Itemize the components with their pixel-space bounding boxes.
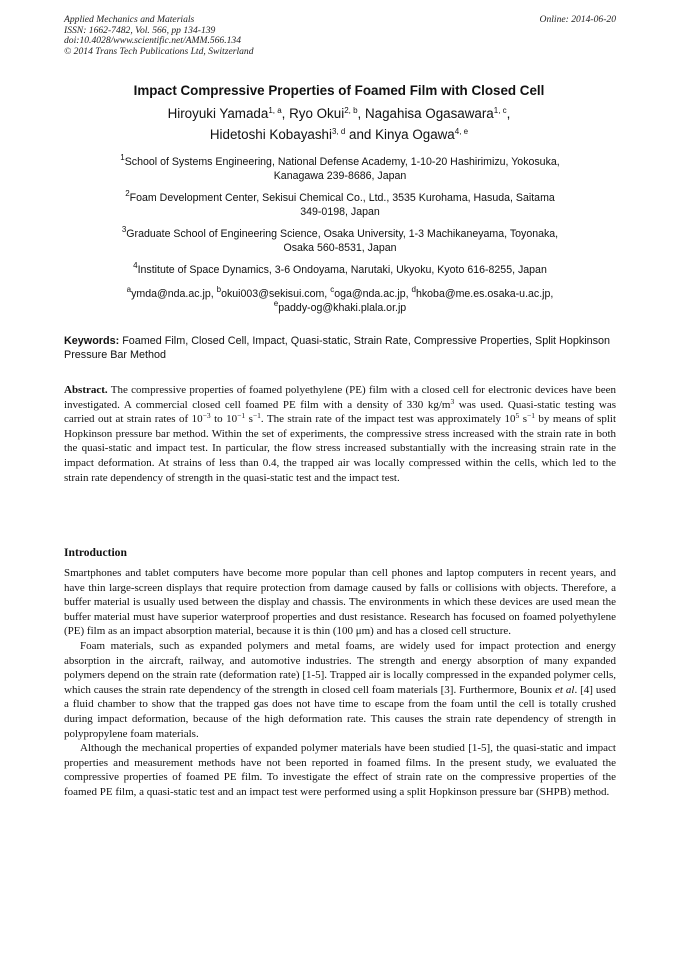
author-name: Nagahisa Ogasawara: [364, 106, 494, 121]
affiliation-line: Osaka 560-8531, Japan: [283, 241, 397, 254]
affiliation-number: 4: [133, 261, 138, 270]
affiliation-line: Kanagawa 239-8686, Japan: [273, 169, 407, 182]
email-address[interactable]: hkoba@me.es.osaka-u.ac.jp: [415, 288, 551, 300]
superscript: −1: [237, 411, 246, 421]
journal-copyright: © 2014 Trans Tech Publications Ltd, Switzerland: [64, 45, 254, 57]
author-affil-mark: 3, d: [331, 127, 346, 136]
email-address[interactable]: ymda@nda.ac.jp: [131, 288, 211, 300]
author-separator: ,: [506, 106, 511, 121]
et-al-text: et al: [555, 683, 575, 696]
author-separator: ,: [357, 106, 365, 121]
email-mark: a: [126, 285, 132, 294]
author-affil-mark: 1, c: [493, 106, 507, 115]
journal-issn: ISSN: 1662-7482, Vol. 566, pp 134-139: [64, 24, 216, 36]
affiliation: [64, 189, 616, 219]
paragraph: Smartphones and tablet computers have become more popular than cell phones and laptop computers in recent years, and have thin large-screen displays that require protection from damage caused by falls or collisions with objects. Therefore, a buffer material is usually used between the display and chassis. The environments in which these devices are used mean the buffer material must have superior waterproof properties and dust resistance. Research has focused on foamed polyethylene (PE) film as an impact absorption material, because it is thin (100 μm) and has a closed cell structure.: [64, 567, 616, 638]
abstract-text: s: [519, 413, 527, 426]
author-affil-mark: 4, e: [454, 127, 469, 136]
email-mark: c: [330, 285, 335, 294]
author-list: [40, 103, 638, 145]
superscript: −1: [252, 411, 261, 421]
abstract-text: The compressive properties of foamed polyethylene (PE) film with a closed cell for electronic devices have been investigated. A commercial closed cell foamed PE film with a density of 330 kg/m: [64, 384, 616, 411]
affiliation-line: School of Systems Engineering, National Defense Academy, 1-10-20 Hashirimizu, Yokosuka,: [124, 156, 560, 168]
affiliation-number: 3: [121, 225, 127, 234]
author-affil-mark: 2, b: [344, 106, 358, 115]
abstract-text: by means of split Hopkinson pressure bar method. Within the set of experiments, the compressive stress increased with the strain rate in both the quasi-static and impact test. In particular, the flow stress increased substantially with the increasing strain rate in the impact deformation. At strains of less than 0.4, the trapped air was locally compressed within the cells, which led to the strain rate dependency of strength in the quasi-static test and the impact test.: [64, 413, 617, 484]
affiliation: [64, 153, 616, 183]
paragraph-text: Foam materials, such as expanded polymers and metal foams, are widely used for impact protection and energy absorption in the aircraft, railway, and automotive industries. The strength and energy absorption of many expanded polymers depend on the strain rate (deformation rate) [1-5]. Trapped air is locally compressed in the expanded polymer cells, which causes the strain rate dependency of the strength in closed cell foam materials [3]. Furthermore, Bounix: [64, 639, 616, 696]
author-affil-mark: 1, a: [268, 106, 282, 115]
email-separator: ,: [550, 288, 554, 300]
abstract-text: was used. Quasi-static testing was carried out at strain rates of 10: [64, 398, 617, 426]
paragraph: Although the mechanical properties of expanded polymer materials have been studied [1-5], the quasi-static and impact properties and measurement methods have not been reported in foamed films. In the present study, we evaluated the compressive properties of foamed PE film. To investigate the effect of strain rate on the compressive properties of the foamed PE film, a quasi-static test and an impact test were performed using a split Hopkinson pressure bar (SHPB) method.: [64, 742, 616, 798]
superscript: 5: [515, 411, 520, 421]
author-name: Hidetoshi Kobayashi: [209, 127, 332, 142]
email-separator: ,: [324, 288, 331, 300]
abstract: [64, 383, 616, 485]
abstract-text: s: [245, 413, 253, 426]
journal-name: Applied Mechanics and Materials: [64, 14, 195, 25]
author-name: Hiroyuki Yamada: [167, 106, 269, 121]
journal-doi: doi:10.4028/www.scientific.net/AMM.566.134: [64, 35, 242, 47]
email-separator: ,: [210, 288, 217, 300]
affiliation: [64, 225, 616, 255]
author-name: Kinya Ogawa: [375, 127, 455, 142]
superscript: −1: [526, 411, 535, 421]
email-address[interactable]: oga@nda.ac.jp: [334, 288, 406, 300]
paragraph-text: . [4] used a fluid chamber to show that the trapped gas does not have time to escape from the foam until the cell is totally crushed during impact deformation, because of the high deformation rate. This causes the strain rate dependency of strength in polypropylene foam materials.: [64, 683, 616, 740]
email-mark: b: [216, 285, 222, 294]
online-date: Online: 2014-06-20: [539, 14, 616, 25]
affiliation-number: 1: [120, 153, 125, 162]
affiliation-line: Institute of Space Dynamics, 3-6 Ondoyama, Narutaki, Ukyoku, Kyoto 616-8255, Japan: [137, 264, 547, 276]
affiliation-line: 349-0198, Japan: [300, 205, 380, 218]
paper-title: Impact Compressive Properties of Foamed Film with Closed Cell: [133, 83, 545, 98]
affiliation: [64, 261, 616, 278]
abstract-text: to 10: [210, 413, 238, 426]
abstract-text: . The strain rate of the impact test was approximately 10: [260, 413, 516, 426]
email-address[interactable]: okui003@sekisui.com: [221, 288, 325, 300]
email-address[interactable]: paddy-og@khaki.plala.or.jp: [278, 302, 407, 314]
abstract-label: Abstract.: [64, 384, 108, 396]
affiliation-line: Graduate School of Engineering Science, Osaka University, 1-3 Machikaneyama, Toyonaka,: [126, 228, 559, 240]
journal-header: [64, 15, 616, 57]
author-name: Ryo Okui: [289, 106, 345, 121]
keywords-label: Keywords:: [64, 335, 120, 347]
affiliation-number: 2: [125, 189, 130, 198]
email-list: [64, 287, 616, 315]
keywords-text: Foamed Film, Closed Cell, Impact, Quasi-static, Strain Rate, Compressive Properties, Split Hopkinson Pressure Bar Method: [64, 335, 611, 361]
author-separator: ,: [281, 106, 290, 121]
introduction-body: [64, 566, 616, 800]
email-separator: ,: [405, 288, 412, 300]
author-separator: and: [345, 127, 376, 142]
superscript: 3: [450, 396, 455, 406]
superscript: −3: [202, 411, 211, 421]
section-heading-introduction: Introduction: [64, 546, 127, 559]
affiliation-line: Foam Development Center, Sekisui Chemical Co., Ltd., 3535 Kurohama, Hasuda, Saitama: [129, 192, 555, 204]
email-mark: d: [411, 285, 416, 294]
keywords: [64, 335, 616, 362]
paragraph: [64, 639, 616, 741]
email-mark: e: [273, 299, 279, 308]
